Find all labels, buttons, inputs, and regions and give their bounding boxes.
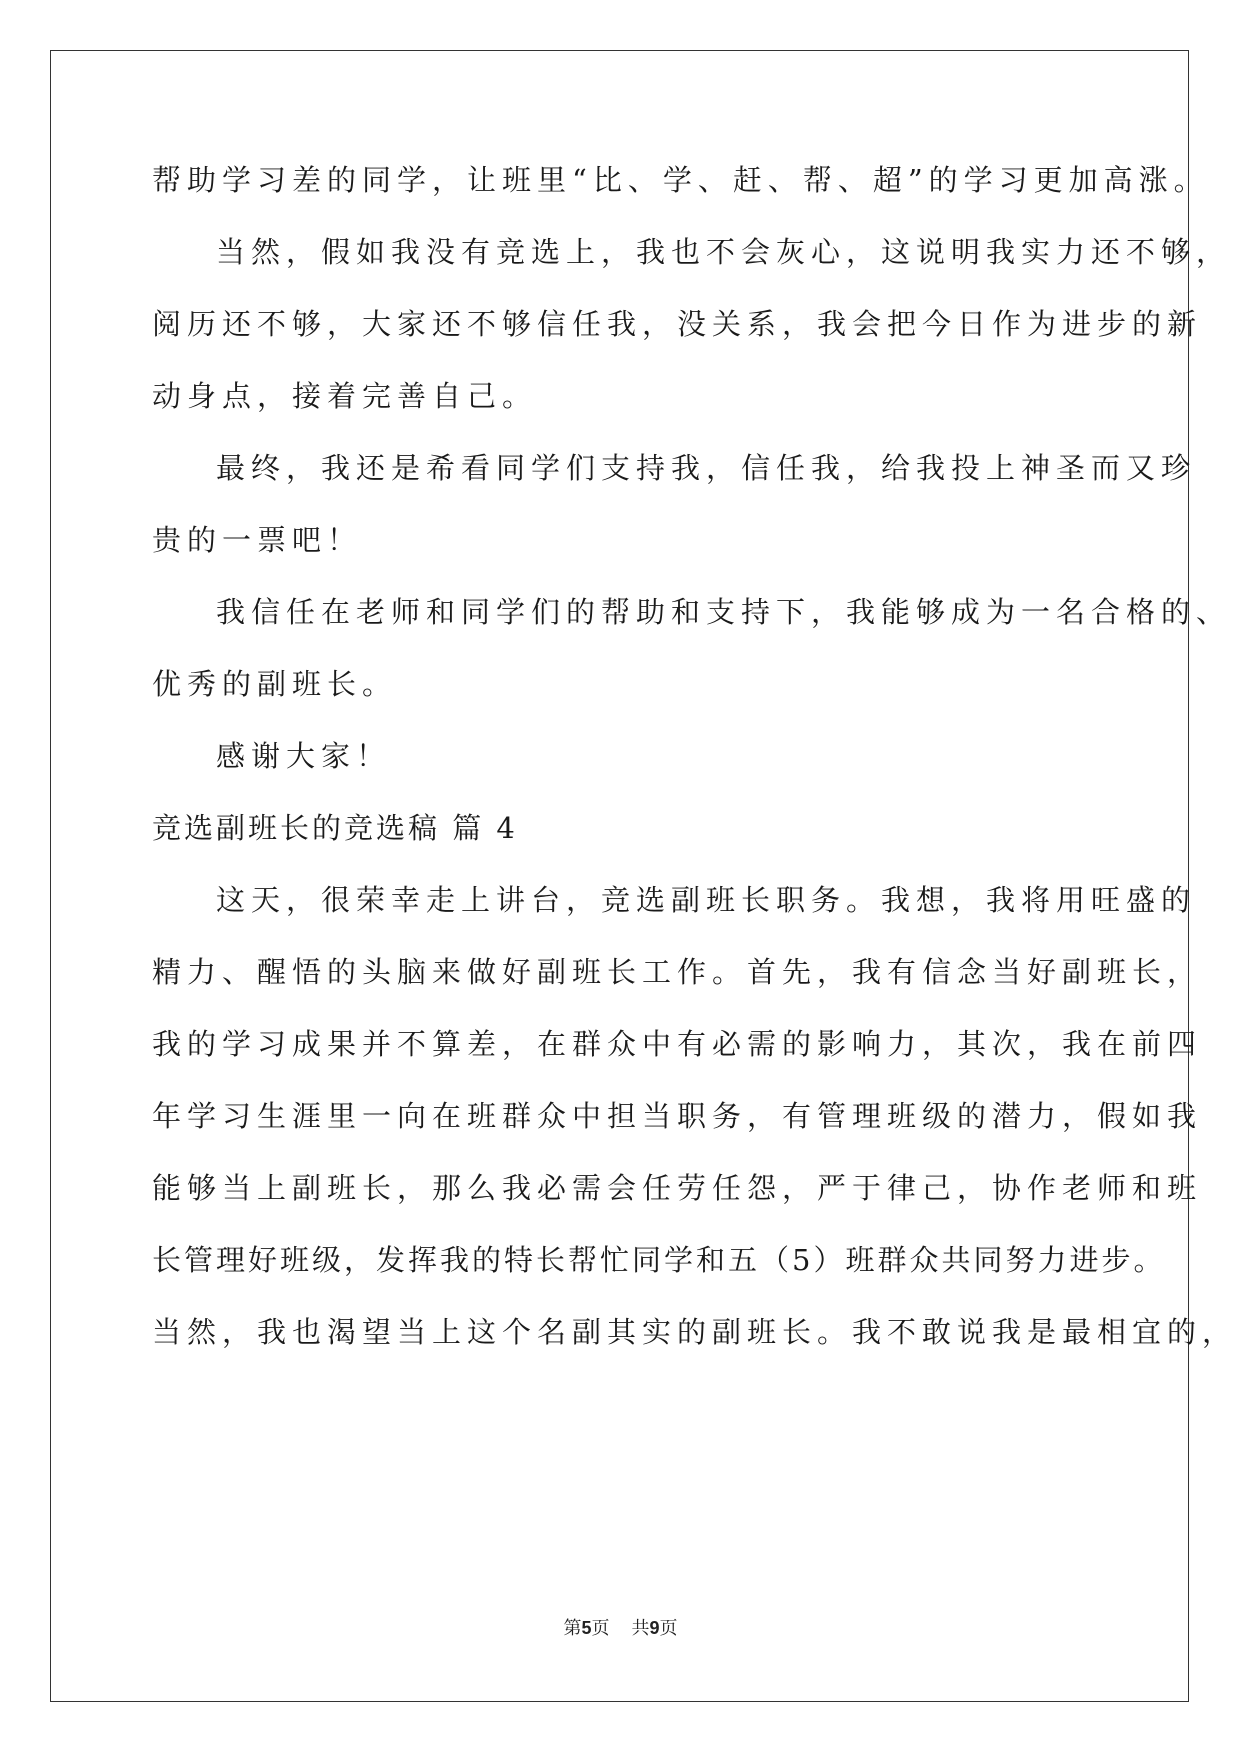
text-line: 我的学习成果并不算差，在群众中有必需的影响力，其次，我在前四	[152, 1027, 1203, 1061]
text-line: 优秀的副班长。	[152, 667, 398, 701]
text-line: 当然，假如我没有竞选上，我也不会灰心，这说明我实力还不够，	[216, 235, 1232, 269]
text-line: 当然，我也渴望当上这个名副其实的副班长。我不敢说我是最相宜的，	[152, 1315, 1238, 1349]
total-prefix: 共	[631, 1618, 650, 1639]
text-line: 精力、醒悟的头脑来做好副班长工作。首先，我有信念当好副班长，	[152, 955, 1203, 989]
text-line: 最终，我还是希看同学们支持我，信任我，给我投上神圣而又珍	[216, 451, 1197, 485]
text-line: 能够当上副班长，那么我必需会任劳任怨，严于律己，协作老师和班	[152, 1171, 1203, 1205]
text-line: 动身点，接着完善自己。	[152, 379, 538, 413]
text-line: 这天，很荣幸走上讲台，竞选副班长职务。我想，我将用旺盛的	[216, 883, 1197, 917]
text-line: 我信任在老师和同学们的帮助和支持下，我能够成为一名合格的、	[216, 595, 1232, 629]
text-line: 长管理好班级，发挥我的特长帮忙同学和五（5）班群众共同努力进步。	[152, 1243, 1166, 1277]
section-heading: 竞选副班长的竞选稿 篇 4	[152, 811, 518, 845]
page-number: 5	[581, 1618, 592, 1638]
text-line: 贵的一票吧！	[152, 523, 363, 557]
text-line: 年学习生涯里一向在班群众中担当职务，有管理班级的潜力，假如我	[152, 1099, 1203, 1133]
total-suffix: 页	[659, 1618, 678, 1639]
text-line: 帮助学习差的同学，让班里“比、学、赶、帮、超”的学习更加高涨。	[152, 163, 1209, 197]
page-total: 9	[649, 1618, 660, 1638]
page-suffix: 页	[591, 1618, 610, 1639]
page-border	[50, 50, 1189, 1702]
text-line: 阅历还不够，大家还不够信任我，没关系，我会把今日作为进步的新	[152, 307, 1203, 341]
page-footer	[0, 1614, 1241, 1640]
text-line: 感谢大家！	[216, 739, 392, 773]
page-prefix: 第	[563, 1618, 582, 1639]
